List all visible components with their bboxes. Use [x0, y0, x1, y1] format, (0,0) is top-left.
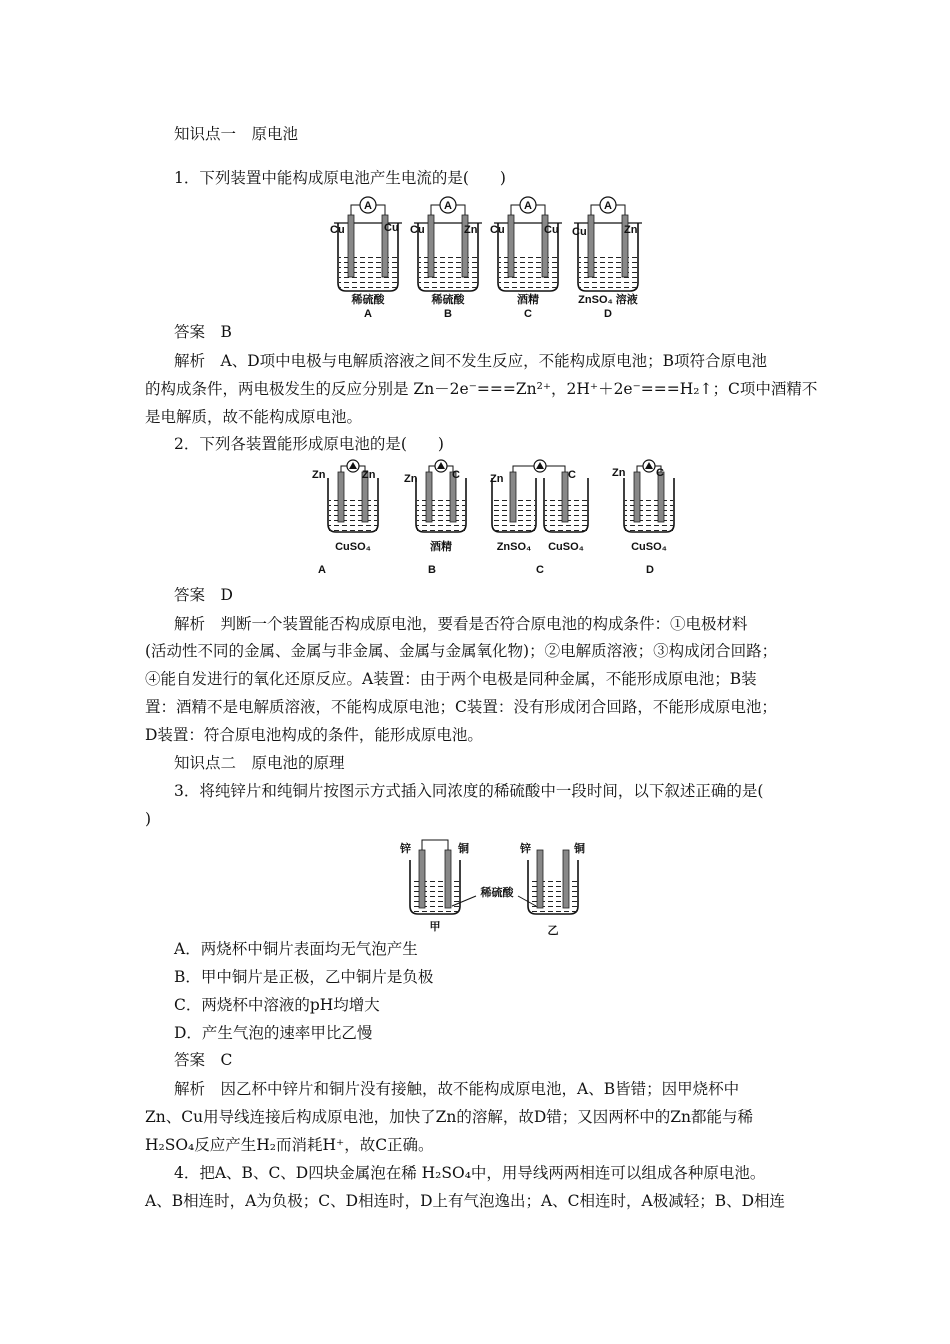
q2-analysis-line4: 置：酒精不是电解质溶液，不能构成原电池；C装置：没有形成闭合回路，不能形成原电池； — [145, 698, 777, 716]
q1-analysis-line2: 的构成条件，两电极发生的反应分别是 Zn－2e⁻===Zn²⁺，2H⁺＋2e⁻===H₂↑；C项中酒精不 — [145, 380, 818, 398]
q2-stem: 2．下列各装置能形成原电池的是( ) — [174, 435, 444, 453]
q2-c-solution-left: ZnSO₄ — [496, 541, 532, 553]
q2-a-right: Zn — [362, 469, 376, 481]
q3-option-a: A．两烧杯中铜片表面均无气泡产生 — [174, 940, 418, 958]
q3-option-d: D．产生气泡的速率甲比乙慢 — [174, 1024, 373, 1042]
q3-figure — [398, 834, 598, 938]
q3-diagram — [398, 834, 598, 938]
q3-option-b: B．甲中铜片是正极，乙中铜片是负极 — [174, 968, 434, 986]
q2-figure — [310, 458, 680, 580]
q1-analysis-line3: 是电解质，故不能构成原电池。 — [145, 408, 363, 426]
q2-c-left: Zn — [490, 473, 504, 485]
q4-line1: 4．把A、B、C、D四块金属泡在稀 H₂SO₄中，用导线两两相连可以组成各种原电池。 — [174, 1164, 766, 1182]
q3-stem-line1: 3．将纯锌片和纯铜片按图示方式插入同浓度的稀硫酸中一段时间，以下叙述正确的是( — [174, 782, 764, 800]
q1-c-right: Cu — [544, 224, 559, 236]
q3-acid-label: 稀硫酸 — [480, 887, 514, 899]
q2-d-option: D — [646, 564, 654, 576]
q1-a-right: Cu — [384, 222, 399, 234]
q1-analysis-line1: 解析 A、D项中电极与电解质溶液之间不发生反应，不能构成原电池；B项符合原电池 — [174, 352, 768, 370]
q3-zinc-label-2: 锌 — [520, 843, 531, 855]
q1-d-left: Cu — [572, 226, 587, 238]
q2-analysis-line5: D装置：符合原电池构成的条件，能形成原电池。 — [145, 726, 483, 744]
q3-beaker-label-jia: 甲 — [429, 921, 441, 933]
q2-c-solution-right: CuSO₄ — [548, 541, 584, 553]
q1-b-right: Zn — [464, 224, 478, 236]
q1-d-option: D — [604, 308, 612, 320]
q1-meter-c: A — [524, 200, 532, 212]
q1-answer: 答案 B — [174, 323, 232, 341]
q2-a-option: A — [318, 564, 326, 576]
q2-d-solution: CuSO₄ — [631, 541, 667, 553]
q2-c-option: C — [536, 564, 544, 576]
q1-figure — [328, 195, 648, 321]
q3-answer: 答案 C — [174, 1051, 233, 1069]
q2-analysis-line2: (活动性不同的金属、金属与非金属、金属与金属氧化物)；②电解质溶液；③构成闭合回路； — [145, 642, 778, 660]
q1-b-option: B — [444, 308, 452, 320]
q3-beaker-label-yi: 乙 — [547, 925, 559, 937]
q1-meter-b: A — [444, 200, 452, 212]
q2-cell-d — [624, 460, 674, 532]
q1-d-right: Zn — [624, 224, 638, 236]
q1-b-left: Cu — [410, 224, 425, 236]
q3-analysis-line2: Zn、Cu用导线连接后构成原电池，加快了Zn的溶解，故D错；又因两杯中的Zn都能与稀 — [145, 1108, 754, 1126]
q3-zinc-label-1: 锌 — [400, 843, 411, 855]
q2-b-left: Zn — [404, 473, 418, 485]
q2-analysis-line3: ④能自发进行的氧化还原反应。A装置：由于两个电极是同种金属，不能形成原电池；B装 — [145, 670, 757, 688]
q3-beaker-jia — [410, 840, 460, 914]
q2-analysis-line1: 解析 判断一个装置能否构成原电池，要看是否符合原电池的构成条件：①电极材料 — [174, 615, 748, 633]
q1-a-solution: 稀硫酸 — [351, 294, 385, 306]
q2-d-right: C — [656, 467, 664, 479]
q3-option-c: C．两烧杯中溶液的pH均增大 — [174, 996, 380, 1014]
q3-stem-line2: ) — [145, 810, 152, 828]
q1-b-solution: 稀硫酸 — [431, 294, 465, 306]
q1-c-option: C — [524, 308, 532, 320]
q2-c-right: C — [568, 469, 576, 481]
q2-diagram — [310, 458, 680, 580]
q1-d-solution: ZnSO₄ 溶液 — [578, 294, 638, 306]
q1-meter-a: A — [364, 200, 372, 212]
q2-b-solution: 酒精 — [430, 541, 452, 553]
section-title-2: 知识点二 原电池的原理 — [174, 754, 345, 772]
q1-c-left: Cu — [490, 224, 505, 236]
q4-line2: A、B相连时，A为负极；C、D相连时，D上有气泡逸出；A、C相连时，A极减轻；B、D相连 — [145, 1192, 786, 1210]
q1-a-option: A — [364, 308, 372, 320]
q1-c-solution: 酒精 — [517, 294, 539, 306]
q1-stem: 1．下列装置中能构成原电池产生电流的是( ) — [174, 169, 506, 187]
q3-beaker-yi — [528, 850, 578, 914]
q1-meter-d: A — [604, 200, 612, 212]
q3-copper-label-2: 铜 — [574, 843, 585, 855]
q3-copper-label-1: 铜 — [458, 843, 469, 855]
q2-answer: 答案 D — [174, 586, 233, 604]
q2-a-solution: CuSO₄ — [335, 541, 371, 553]
q1-a-left: Cu — [330, 224, 345, 236]
q2-b-right: C — [452, 469, 460, 481]
q1-diagram — [328, 195, 648, 321]
q3-analysis-line1: 解析 因乙杯中锌片和铜片没有接触，故不能构成原电池，A、B皆错；因甲烧杯中 — [174, 1080, 740, 1098]
q2-a-left: Zn — [312, 469, 326, 481]
q3-analysis-line3: H₂SO₄反应产生H₂而消耗H⁺，故C正确。 — [145, 1136, 434, 1154]
q2-d-left: Zn — [612, 467, 626, 479]
section-title-1: 知识点一 原电池 — [174, 125, 299, 143]
q2-b-option: B — [428, 564, 436, 576]
